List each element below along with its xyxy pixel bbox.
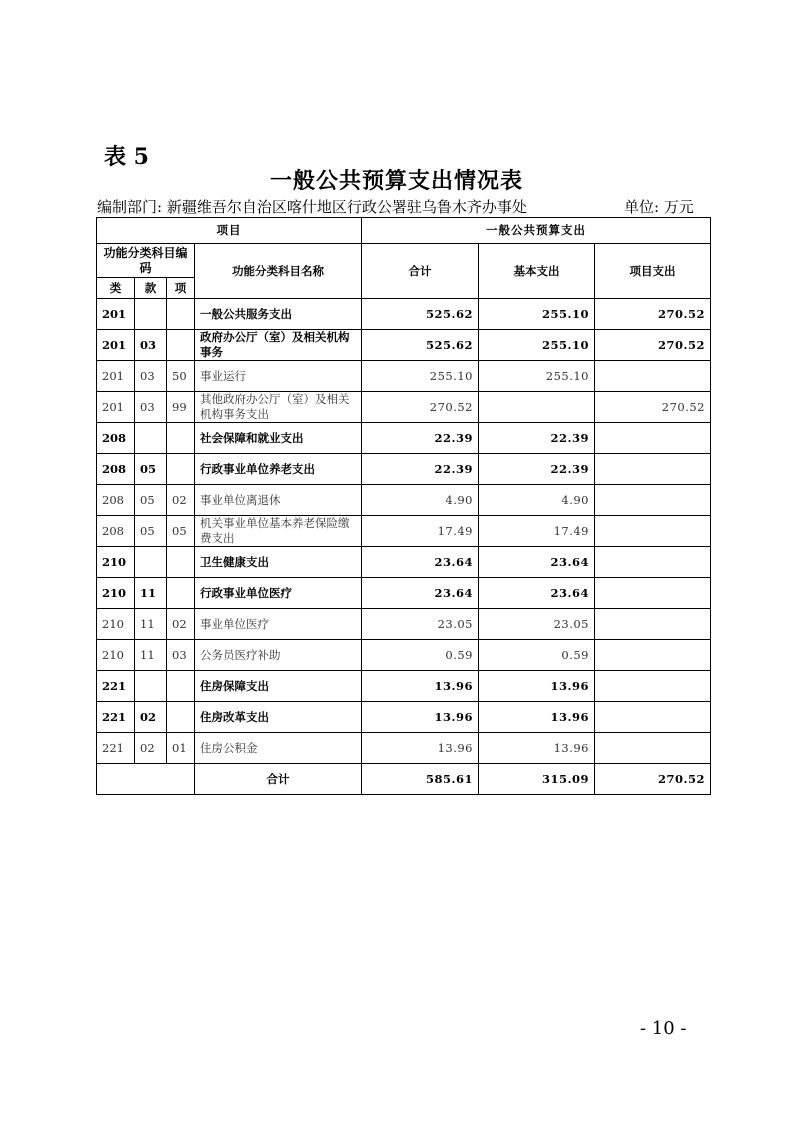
total-row [97, 764, 711, 795]
budget-table [96, 217, 711, 795]
table-row [97, 454, 711, 485]
cell-name: 事业单位医疗 [195, 609, 362, 640]
cell-name: 机关事业单位基本养老保险缴费支出 [195, 516, 362, 547]
header-code-group: 功能分类科目编码 [97, 244, 195, 278]
cell-total: 13.96 [362, 733, 479, 764]
header-budget: 一般公共预算支出 [362, 218, 711, 244]
table-row [97, 671, 711, 702]
cell-project [595, 423, 711, 454]
cell-total: 255.10 [362, 361, 479, 392]
cell-lei: 221 [97, 733, 135, 764]
page-number: - 10 - [640, 1018, 687, 1039]
department-label: 编制部门: 新疆维吾尔自治区喀什地区行政公署驻乌鲁木齐办事处 [97, 198, 527, 216]
header-xiang: 项 [167, 278, 195, 299]
header-project: 项目 [97, 218, 362, 244]
cell-basic: 23.05 [479, 609, 595, 640]
cell-lei: 201 [97, 392, 135, 423]
cell-project [595, 702, 711, 733]
cell-total: 23.64 [362, 547, 479, 578]
cell-kuan: 03 [135, 361, 167, 392]
cell-xiang [167, 671, 195, 702]
cell-xiang [167, 702, 195, 733]
cell-kuan: 02 [135, 733, 167, 764]
cell-basic: 255.10 [479, 299, 595, 330]
cell-lei: 208 [97, 454, 135, 485]
cell-total: 17.49 [362, 516, 479, 547]
cell-name: 行政事业单位养老支出 [195, 454, 362, 485]
cell-basic: 23.64 [479, 578, 595, 609]
header-project-exp: 项目支出 [595, 244, 711, 299]
cell-xiang: 50 [167, 361, 195, 392]
cell-basic: 4.90 [479, 485, 595, 516]
cell-total: 270.52 [362, 392, 479, 423]
cell-name: 事业运行 [195, 361, 362, 392]
cell-total: 23.64 [362, 578, 479, 609]
cell-total: 0.59 [362, 640, 479, 671]
cell-lei: 221 [97, 702, 135, 733]
cell-total: 525.62 [362, 330, 479, 361]
total-row-blank [97, 764, 195, 795]
table-row [97, 516, 711, 547]
cell-total: 23.05 [362, 609, 479, 640]
cell-kuan [135, 671, 167, 702]
cell-name: 行政事业单位医疗 [195, 578, 362, 609]
cell-basic: 23.64 [479, 547, 595, 578]
cell-kuan [135, 299, 167, 330]
cell-name: 一般公共服务支出 [195, 299, 362, 330]
cell-name: 社会保障和就业支出 [195, 423, 362, 454]
table-row [97, 361, 711, 392]
header-basic: 基本支出 [479, 244, 595, 299]
cell-xiang [167, 423, 195, 454]
cell-xiang: 03 [167, 640, 195, 671]
cell-kuan: 02 [135, 702, 167, 733]
cell-name: 政府办公厅（室）及相关机构事务 [195, 330, 362, 361]
cell-project: 270.52 [595, 330, 711, 361]
table-row [97, 392, 711, 423]
cell-project [595, 485, 711, 516]
cell-total: 525.62 [362, 299, 479, 330]
cell-project [595, 454, 711, 485]
cell-project [595, 609, 711, 640]
cell-lei: 210 [97, 640, 135, 671]
cell-lei: 201 [97, 361, 135, 392]
cell-basic: 255.10 [479, 361, 595, 392]
cell-project: 270.52 [595, 299, 711, 330]
table-row [97, 578, 711, 609]
cell-name: 其他政府办公厅（室）及相关机构事务支出 [195, 392, 362, 423]
cell-name: 住房保障支出 [195, 671, 362, 702]
cell-total: 13.96 [362, 671, 479, 702]
cell-basic: 255.10 [479, 330, 595, 361]
cell-project [595, 671, 711, 702]
cell-kuan [135, 547, 167, 578]
header-kuan: 款 [135, 278, 167, 299]
cell-name: 卫生健康支出 [195, 547, 362, 578]
cell-kuan: 05 [135, 516, 167, 547]
document-title: 一般公共预算支出情况表 [269, 168, 523, 194]
header-name: 功能分类科目名称 [195, 244, 362, 299]
cell-kuan: 11 [135, 640, 167, 671]
cell-kuan [135, 423, 167, 454]
cell-basic [479, 392, 595, 423]
cell-xiang [167, 299, 195, 330]
table-row [97, 609, 711, 640]
cell-basic: 13.96 [479, 671, 595, 702]
cell-total: 4.90 [362, 485, 479, 516]
table-row [97, 547, 711, 578]
unit-label: 单位: 万元 [624, 198, 694, 216]
cell-kuan: 11 [135, 578, 167, 609]
cell-lei: 208 [97, 516, 135, 547]
cell-xiang [167, 330, 195, 361]
cell-kuan: 03 [135, 330, 167, 361]
cell-total: 22.39 [362, 454, 479, 485]
cell-kuan: 03 [135, 392, 167, 423]
cell-project [595, 516, 711, 547]
cell-lei: 210 [97, 547, 135, 578]
table-row [97, 330, 711, 361]
total-project: 270.52 [595, 764, 711, 795]
cell-name: 公务员医疗补助 [195, 640, 362, 671]
cell-total: 13.96 [362, 702, 479, 733]
header-total: 合计 [362, 244, 479, 299]
cell-kuan: 05 [135, 454, 167, 485]
total-label: 合计 [195, 764, 362, 795]
total-basic: 315.09 [479, 764, 595, 795]
cell-xiang [167, 547, 195, 578]
table-row [97, 733, 711, 764]
cell-xiang: 02 [167, 609, 195, 640]
cell-kuan: 05 [135, 485, 167, 516]
cell-basic: 17.49 [479, 516, 595, 547]
cell-total: 22.39 [362, 423, 479, 454]
cell-name: 住房公积金 [195, 733, 362, 764]
cell-project: 270.52 [595, 392, 711, 423]
cell-name: 住房改革支出 [195, 702, 362, 733]
table-row [97, 640, 711, 671]
cell-lei: 210 [97, 578, 135, 609]
table-row [97, 702, 711, 733]
table-row [97, 299, 711, 330]
cell-xiang: 99 [167, 392, 195, 423]
cell-project [595, 640, 711, 671]
table-number: 表 5 [104, 144, 149, 170]
cell-lei: 201 [97, 330, 135, 361]
cell-basic: 22.39 [479, 423, 595, 454]
cell-xiang [167, 454, 195, 485]
cell-lei: 201 [97, 299, 135, 330]
cell-name: 事业单位离退休 [195, 485, 362, 516]
table-row [97, 485, 711, 516]
cell-basic: 13.96 [479, 733, 595, 764]
cell-xiang [167, 578, 195, 609]
cell-project [595, 361, 711, 392]
cell-project [595, 733, 711, 764]
cell-xiang: 01 [167, 733, 195, 764]
cell-basic: 22.39 [479, 454, 595, 485]
cell-lei: 221 [97, 671, 135, 702]
cell-project [595, 578, 711, 609]
cell-project [595, 547, 711, 578]
cell-xiang: 02 [167, 485, 195, 516]
cell-lei: 208 [97, 423, 135, 454]
cell-xiang: 05 [167, 516, 195, 547]
cell-basic: 13.96 [479, 702, 595, 733]
cell-basic: 0.59 [479, 640, 595, 671]
cell-kuan: 11 [135, 609, 167, 640]
header-lei: 类 [97, 278, 135, 299]
total-sum: 585.61 [362, 764, 479, 795]
cell-lei: 208 [97, 485, 135, 516]
cell-lei: 210 [97, 609, 135, 640]
table-row [97, 423, 711, 454]
